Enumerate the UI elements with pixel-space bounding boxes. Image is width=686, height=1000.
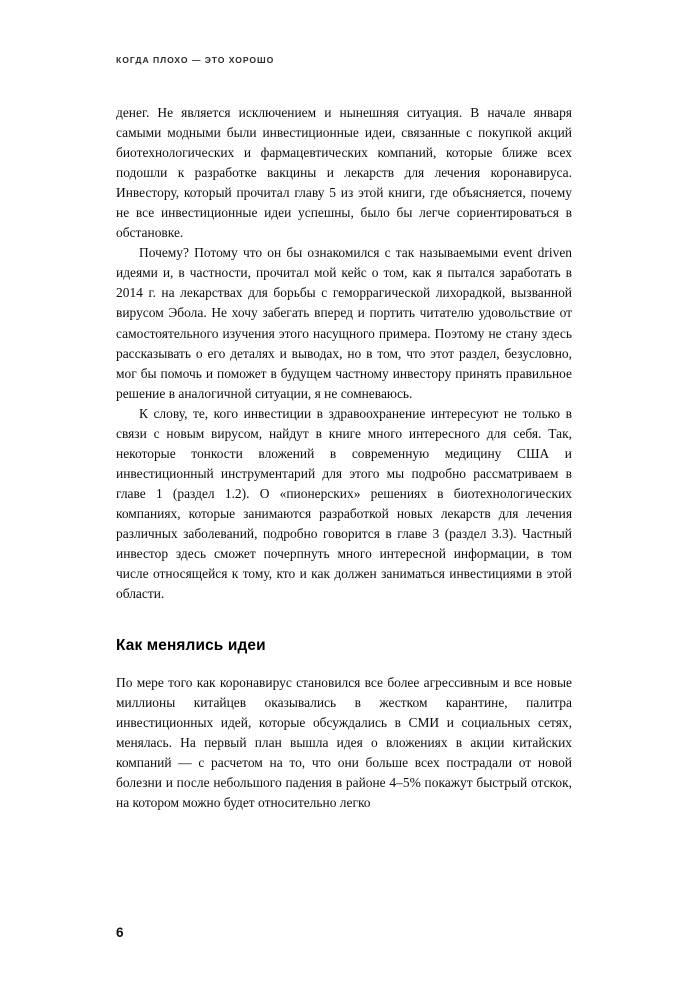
page-content — [116, 103, 572, 814]
body-paragraph: К слову, те, кого инвестиции в здравоохранение интересуют не только в связи с новым вирусом, найдут в книге много интересного для себя. Так, некоторые тонкости вложений в современную медицину США и инвестиционный инструментарий для этого мы подробно рассматриваем в главе 1 (раздел 1.2). О «пионерских» решениях в биотехнологических компаниях, которые занимаются разработкой новых лекарств для лечения различных заболеваний, подробно говорится в главе 3 (раздел 3.3). Частный инвестор здесь сможет почерпнуть много интересной информации, в том числе относящейся к тому, кто и как должен заниматься инвестициями в этой области. — [116, 405, 572, 602]
running-head: КОГДА ПЛОХО — ЭТО ХОРОШО — [116, 55, 275, 65]
page-number: 6 — [116, 925, 124, 940]
body-paragraph: денег. Не является исключением и нынешняя ситуация. В начале января самыми модными были инвестиционные идеи, связанные с покупкой акций биотехнологических и фармацевтических компаний, которые ближе всех подошли к разработке вакцины и лекарств для лечения коронавируса. Инвестору, который прочитал главу 5 из этой книги, где объясняется, почему не все инвестиционные идеи успешны, было бы легче сориентироваться в обстановке. — [116, 105, 572, 241]
section-heading: Как менялись идеи — [116, 637, 266, 655]
heading-spacer-top — [116, 604, 572, 636]
body-paragraph: По мере того как коронавирус становился все более агрессивным и все новые миллионы китайцев оказывались в жестком карантине, палитра инвестиционных идей, которые обсуждались в СМИ и социальных сетях, менялась. На первый план вышла идея о вложениях в акции китайских компаний — с расчетом на то, что они больше всех пострадали от новой болезни и после небольшого падения в районе 4–5% покажут быстрый отскок, на котором можно будет относительно легко — [116, 675, 572, 811]
body-paragraph: Почему? Потому что он бы ознакомился с так называемыми event driven идеями и, в частности, прочитал мой кейс о том, как я пытался заработать в 2014 г. на лекарствах для борьбы с геморрагической лихорадкой, вызванной вирусом Эбола. Не хочу забегать вперед и портить читателю удовольствие от самостоятельного изучения этого насущного примера. Поэтому не стану здесь рассказывать о его деталях и выводах, но в том, что этот раздел, безусловно, мог бы помочь и поможет в будущем частному инвестору принять правильное решение в аналогичной ситуации, я не сомневаюсь. — [116, 245, 572, 401]
heading-spacer-bottom — [116, 656, 572, 673]
